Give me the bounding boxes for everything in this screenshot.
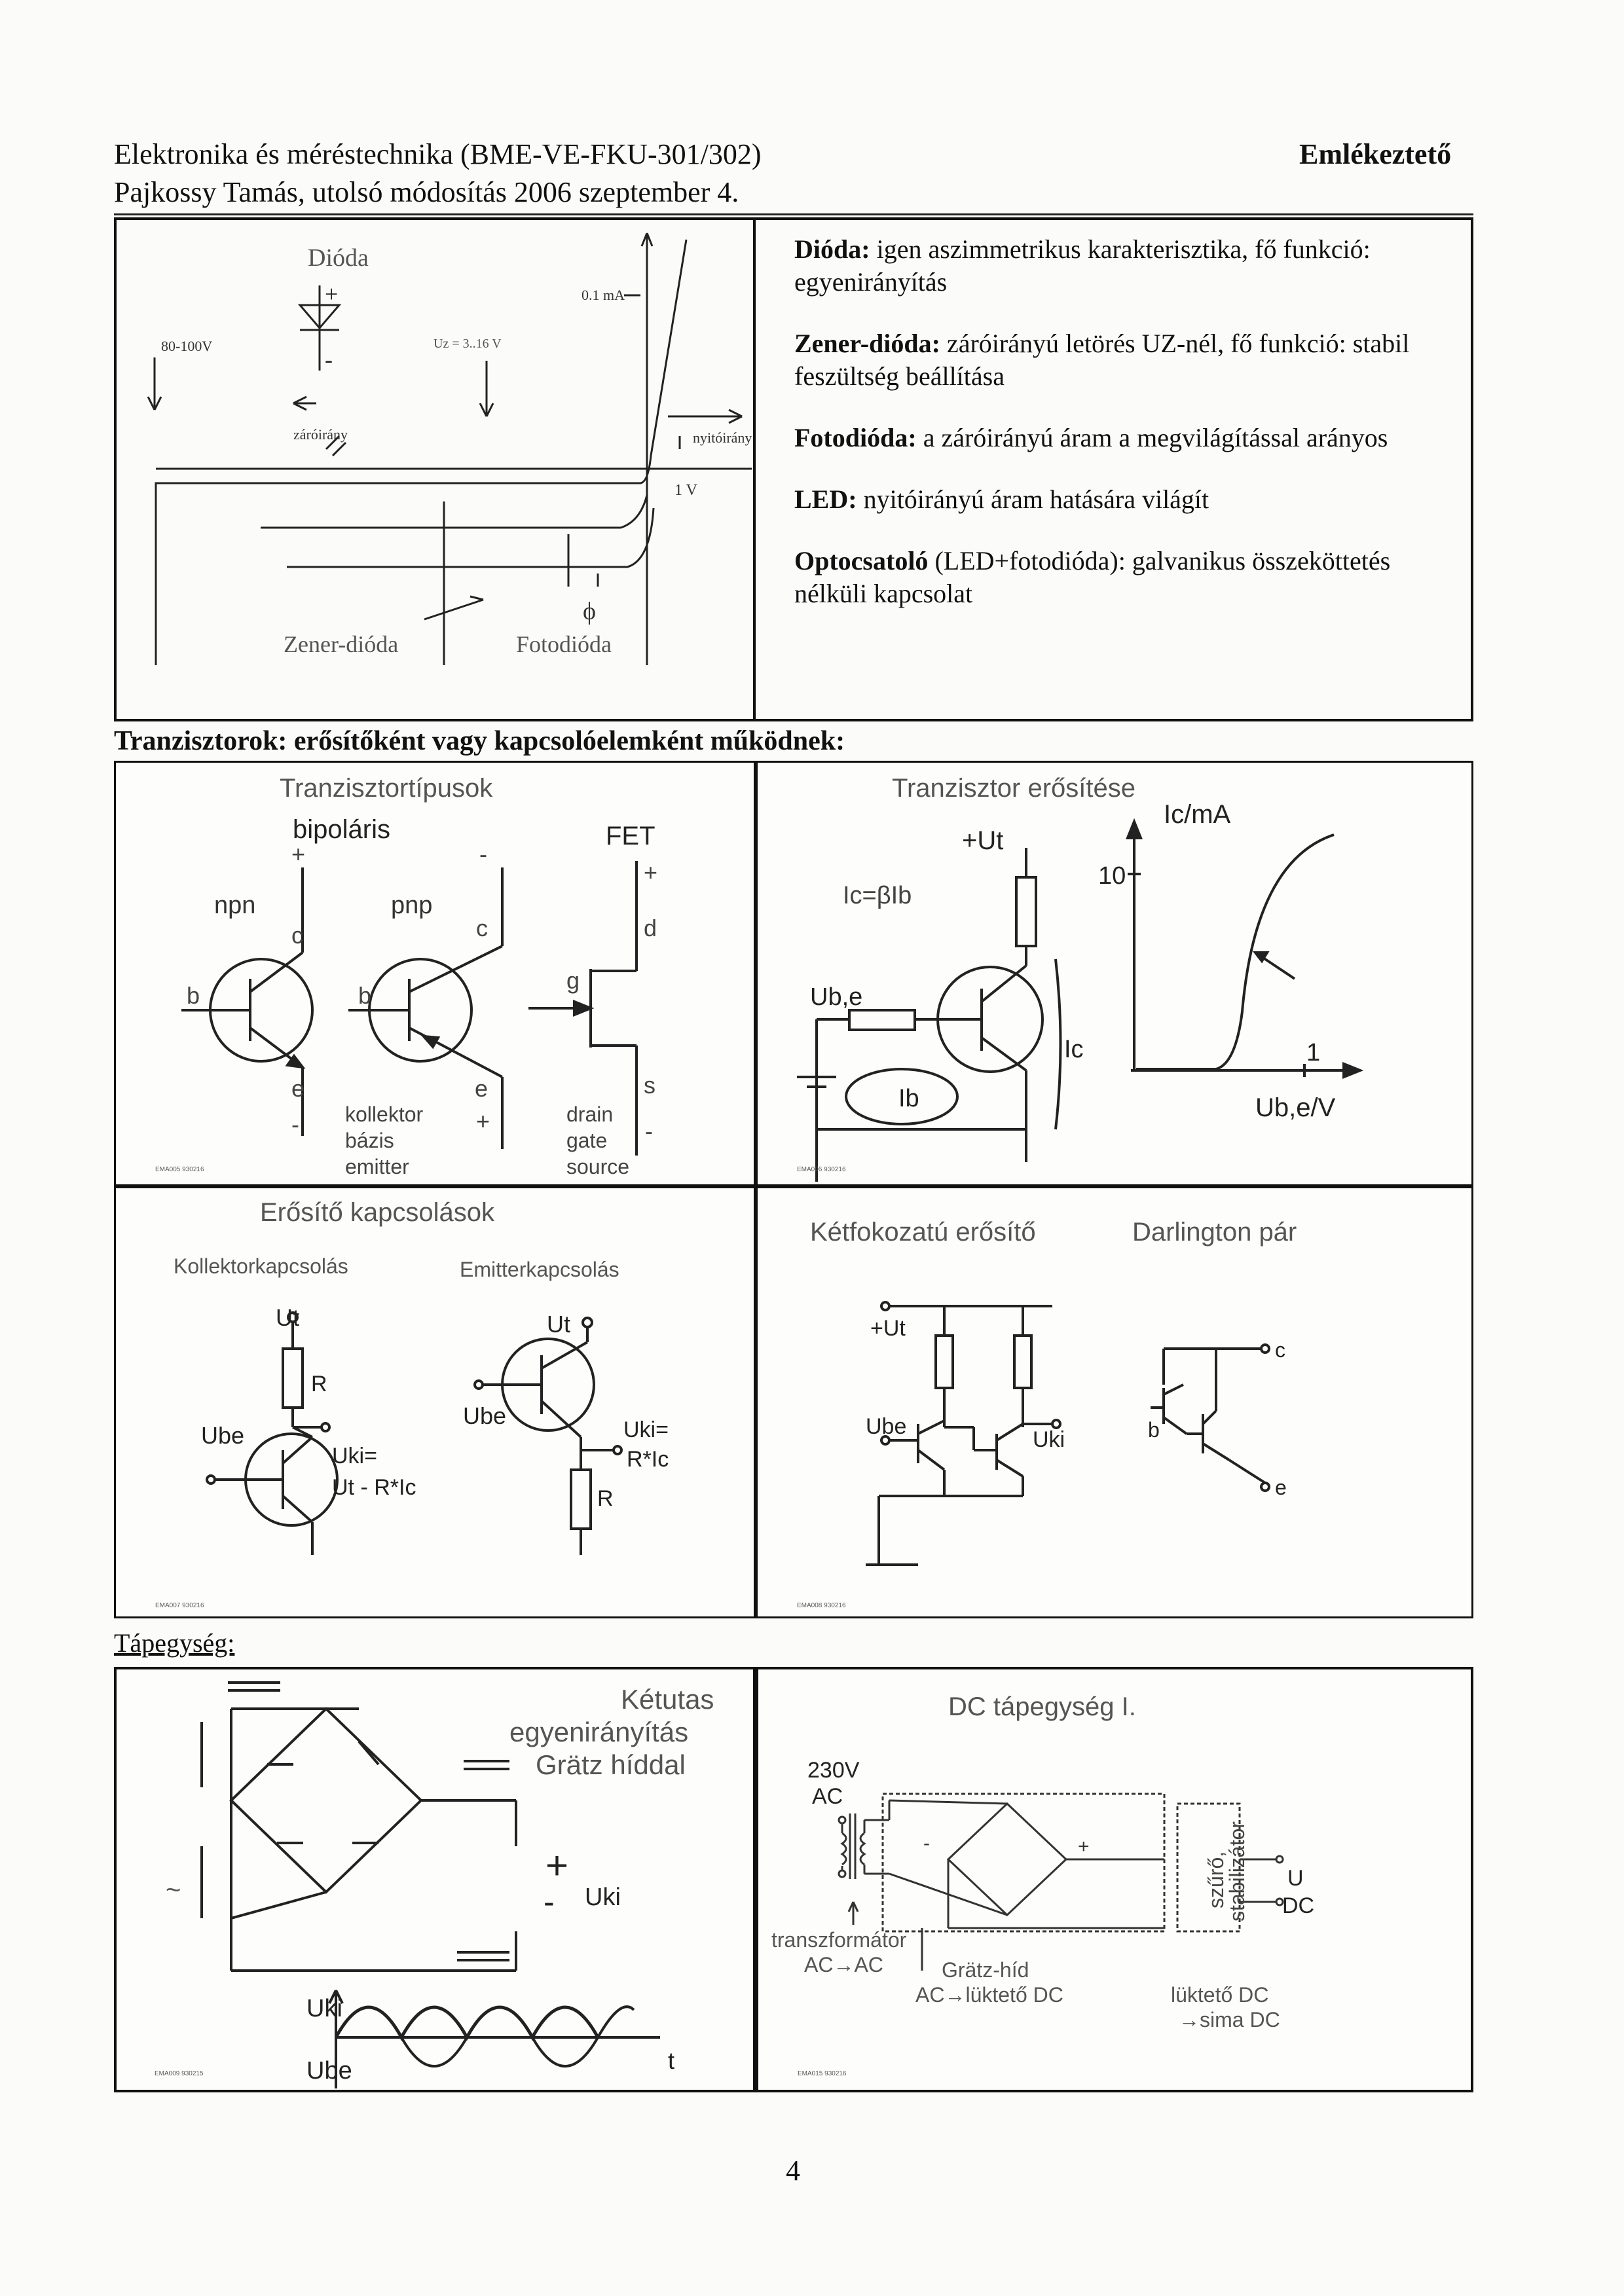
graph-x-axis: Ub,e/V xyxy=(1255,1093,1336,1122)
bridge-uki: Uki xyxy=(585,1884,621,1911)
reverse-voltage-label: 80-100V xyxy=(161,338,213,354)
dc-title: DC tápegység I. xyxy=(948,1692,1136,1721)
forward-voltage-label: 1 V xyxy=(674,482,697,499)
pnp-plus: + xyxy=(476,1108,490,1135)
author-line: Pajkossy Tamás, utolsó módosítás 2006 szeptember 4. xyxy=(114,176,739,208)
types-title: Tranzisztortípusok xyxy=(280,774,493,803)
ac-tilde: ~ xyxy=(166,1876,181,1904)
darlington-title: Darlington pár xyxy=(1132,1218,1297,1247)
desc-text: a záróirányú áram a megvilágítással arányos xyxy=(916,423,1388,452)
phi-symbol: ϕ xyxy=(583,598,597,625)
bridge-rectifier-panel xyxy=(114,1667,756,2092)
figure-code: EMA015 930216 xyxy=(798,2070,847,2077)
dc-supply-diagram xyxy=(758,1669,1471,2090)
twostage-title: Kétfokozatú erősítő xyxy=(810,1218,1036,1247)
wave-ube: Ube xyxy=(306,2057,352,2085)
desc-term: Dióda: xyxy=(794,234,870,264)
zener-diode-label: Zener-dióda xyxy=(284,631,399,657)
dc-u: U xyxy=(1287,1866,1304,1891)
fet-gate: g xyxy=(566,967,580,994)
fet-minus: - xyxy=(645,1118,653,1144)
legend-emitter: emitter xyxy=(345,1155,409,1178)
bridge-title-2: egyenirányítás xyxy=(509,1717,689,1747)
figure-code: EMA009 930215 xyxy=(155,2070,204,2077)
graph-y-tick: 10 xyxy=(1098,862,1126,890)
desc-text: (LED+fotodióda): galvanikus összeköttetés nélküli kapcsolat xyxy=(794,546,1391,608)
desc-text: igen aszimmetrikus karakterisztika, fő funkció: egyenirányítás xyxy=(794,234,1371,297)
wave-t: t xyxy=(668,2047,675,2074)
amp-title: Tranzisztor erősítése xyxy=(892,774,1135,803)
coll-ube: Ube xyxy=(201,1422,245,1449)
fet-drain: d xyxy=(644,915,657,941)
legend-gate: gate xyxy=(566,1129,608,1152)
wave-uki: Uki xyxy=(306,1995,342,2022)
forward-direction-label: nyitóirány xyxy=(693,429,752,446)
transistor-heading: Tranzisztorok: erősítőként vagy kapcsolóelemként működnek: xyxy=(114,726,845,756)
twostage-uki: Uki xyxy=(1033,1427,1065,1452)
reverse-direction-label: záróirány xyxy=(293,426,348,443)
header-rule xyxy=(114,213,1473,215)
pnp-collector: c xyxy=(476,915,488,941)
desc-text: záróirányú letörés UZ-nél, fő funkció: stabil feszültség beállítása xyxy=(794,329,1410,391)
bridge-desc: AC→lüktető DC xyxy=(915,1983,1063,2007)
diode-characteristic-diagram xyxy=(117,220,752,719)
two-stage-diagram xyxy=(758,1188,1471,1616)
darlington-e: e xyxy=(1275,1476,1287,1499)
filter-label: szűrő, xyxy=(1204,1851,1228,1908)
darlington-b: b xyxy=(1148,1418,1160,1442)
current-label: 0.1 mA xyxy=(581,287,625,303)
coll-uki: Uki= xyxy=(332,1444,377,1468)
bridge-rectifier-diagram xyxy=(117,1669,753,2090)
npn-collector: c xyxy=(291,922,303,949)
bridge-plus: + xyxy=(545,1844,569,1887)
power-heading: Tápegység: xyxy=(114,1628,235,1658)
desc-term: Optocsatoló xyxy=(794,546,929,575)
emit-ut: Ut xyxy=(547,1311,570,1338)
pnp-emitter: e xyxy=(475,1075,489,1102)
desc-text: nyitóirányú áram hatására világít xyxy=(857,484,1209,514)
photodiode-label: Fotodióda xyxy=(516,631,612,657)
diode-plus: + xyxy=(325,281,339,307)
bridge-title-1: Kétutas xyxy=(621,1684,714,1715)
fet-source: s xyxy=(644,1072,655,1099)
diode-minus: - xyxy=(325,346,333,373)
desc-fotodioda xyxy=(794,422,1456,454)
twostage-ube: Ube xyxy=(866,1414,907,1439)
desc-term: Zener-dióda: xyxy=(794,329,940,358)
figure-code: EMA007 930216 xyxy=(155,1602,204,1609)
desc-led xyxy=(794,483,1456,516)
desc-term: Fotodióda: xyxy=(794,423,917,452)
figure-code: EMA006 930216 xyxy=(797,1166,846,1173)
darlington-c: c xyxy=(1275,1338,1285,1362)
npn-label: npn xyxy=(214,892,256,919)
npn-emitter: e xyxy=(291,1075,305,1102)
dc-supply-panel xyxy=(756,1667,1473,2092)
amp-ic: Ic xyxy=(1064,1036,1084,1063)
transformer-label: transzformátor xyxy=(771,1928,907,1952)
desc-zener xyxy=(794,327,1456,393)
diode-section xyxy=(114,217,1473,721)
figure-code: EMA008 930216 xyxy=(797,1602,846,1609)
dc-dc: DC xyxy=(1282,1893,1315,1918)
graph-x-tick: 1 xyxy=(1306,1039,1321,1066)
desc-term: LED: xyxy=(794,484,857,514)
emit-ube: Ube xyxy=(463,1402,507,1429)
two-stage-panel xyxy=(756,1186,1473,1618)
bridge-title-3: Grätz híddal xyxy=(536,1749,686,1780)
legend-base: bázis xyxy=(345,1129,394,1152)
transistor-types-panel xyxy=(114,761,756,1186)
transistor-amplification-panel xyxy=(756,761,1473,1186)
amplifier-circuits-panel xyxy=(114,1186,756,1618)
amp-ut: +Ut xyxy=(962,826,1004,855)
amp-ube: Ub,e xyxy=(810,983,863,1011)
npn-base: b xyxy=(187,982,200,1009)
pnp-label: pnp xyxy=(391,892,433,919)
coll-uki-expr: Ut - R*Ic xyxy=(332,1475,416,1500)
fet-plus: + xyxy=(644,859,658,886)
bipolar-label: bipoláris xyxy=(293,815,390,844)
amp-ic-eq: Ic=βIb xyxy=(843,882,912,909)
section-divider xyxy=(753,220,756,719)
emit-uki: Uki= xyxy=(623,1417,669,1442)
emit-uki-expr: R*Ic xyxy=(627,1447,669,1472)
graph-y-axis: Ic/mA xyxy=(1164,800,1231,829)
collector-config-label: Kollektorkapcsolás xyxy=(174,1254,348,1278)
bridge-label: Grätz-híd xyxy=(942,1958,1029,1982)
transistor-amplification-diagram xyxy=(758,763,1471,1184)
diode-title: Dióda xyxy=(308,244,369,272)
coll-r: R xyxy=(311,1372,327,1396)
twostage-ut: +Ut xyxy=(870,1316,906,1341)
pnp-base: b xyxy=(358,982,372,1009)
header-tag: Emlékeztető xyxy=(1299,138,1452,170)
legend-collector: kollektor xyxy=(345,1102,424,1126)
desc-optocsatolo xyxy=(794,545,1456,610)
npn-minus: - xyxy=(291,1111,299,1138)
diode-descriptions xyxy=(794,233,1456,639)
amp-ib: Ib xyxy=(898,1085,919,1112)
fet-label: FET xyxy=(606,822,655,850)
dc-ac-label: AC xyxy=(812,1784,843,1809)
figure-code: EMA005 930216 xyxy=(155,1166,204,1173)
legend-source: source xyxy=(566,1155,630,1178)
legend-drain: drain xyxy=(566,1102,614,1126)
course-title: Elektronika és méréstechnika (BME-VE-FKU-301/302) xyxy=(114,138,762,170)
coll-ut: Ut xyxy=(276,1304,299,1331)
bridge-plus-sign: + xyxy=(1078,1836,1090,1857)
circuits-title: Erősítő kapcsolások xyxy=(260,1198,494,1227)
zener-voltage-label: Uz = 3..16 V xyxy=(434,337,502,351)
stabilizer-label: stabilizátor xyxy=(1225,1821,1249,1922)
pnp-minus: - xyxy=(479,841,487,867)
amplifier-circuits-diagram xyxy=(116,1188,754,1616)
emitter-config-label: Emitterkapcsolás xyxy=(460,1258,619,1281)
smooth-dc: →sima DC xyxy=(1179,2008,1280,2032)
bridge-minus: - xyxy=(544,1884,555,1920)
bridge-minus-sign: - xyxy=(923,1832,930,1854)
transistor-types-diagram xyxy=(116,763,754,1184)
page-number: 4 xyxy=(786,2155,800,2187)
npn-plus: + xyxy=(291,841,306,867)
emit-r: R xyxy=(597,1486,614,1511)
desc-dioda xyxy=(794,233,1456,299)
dc-ac-voltage: 230V xyxy=(807,1758,860,1783)
transformer-desc: AC→AC xyxy=(804,1953,883,1977)
pulsing-dc: lüktető DC xyxy=(1171,1983,1269,2007)
